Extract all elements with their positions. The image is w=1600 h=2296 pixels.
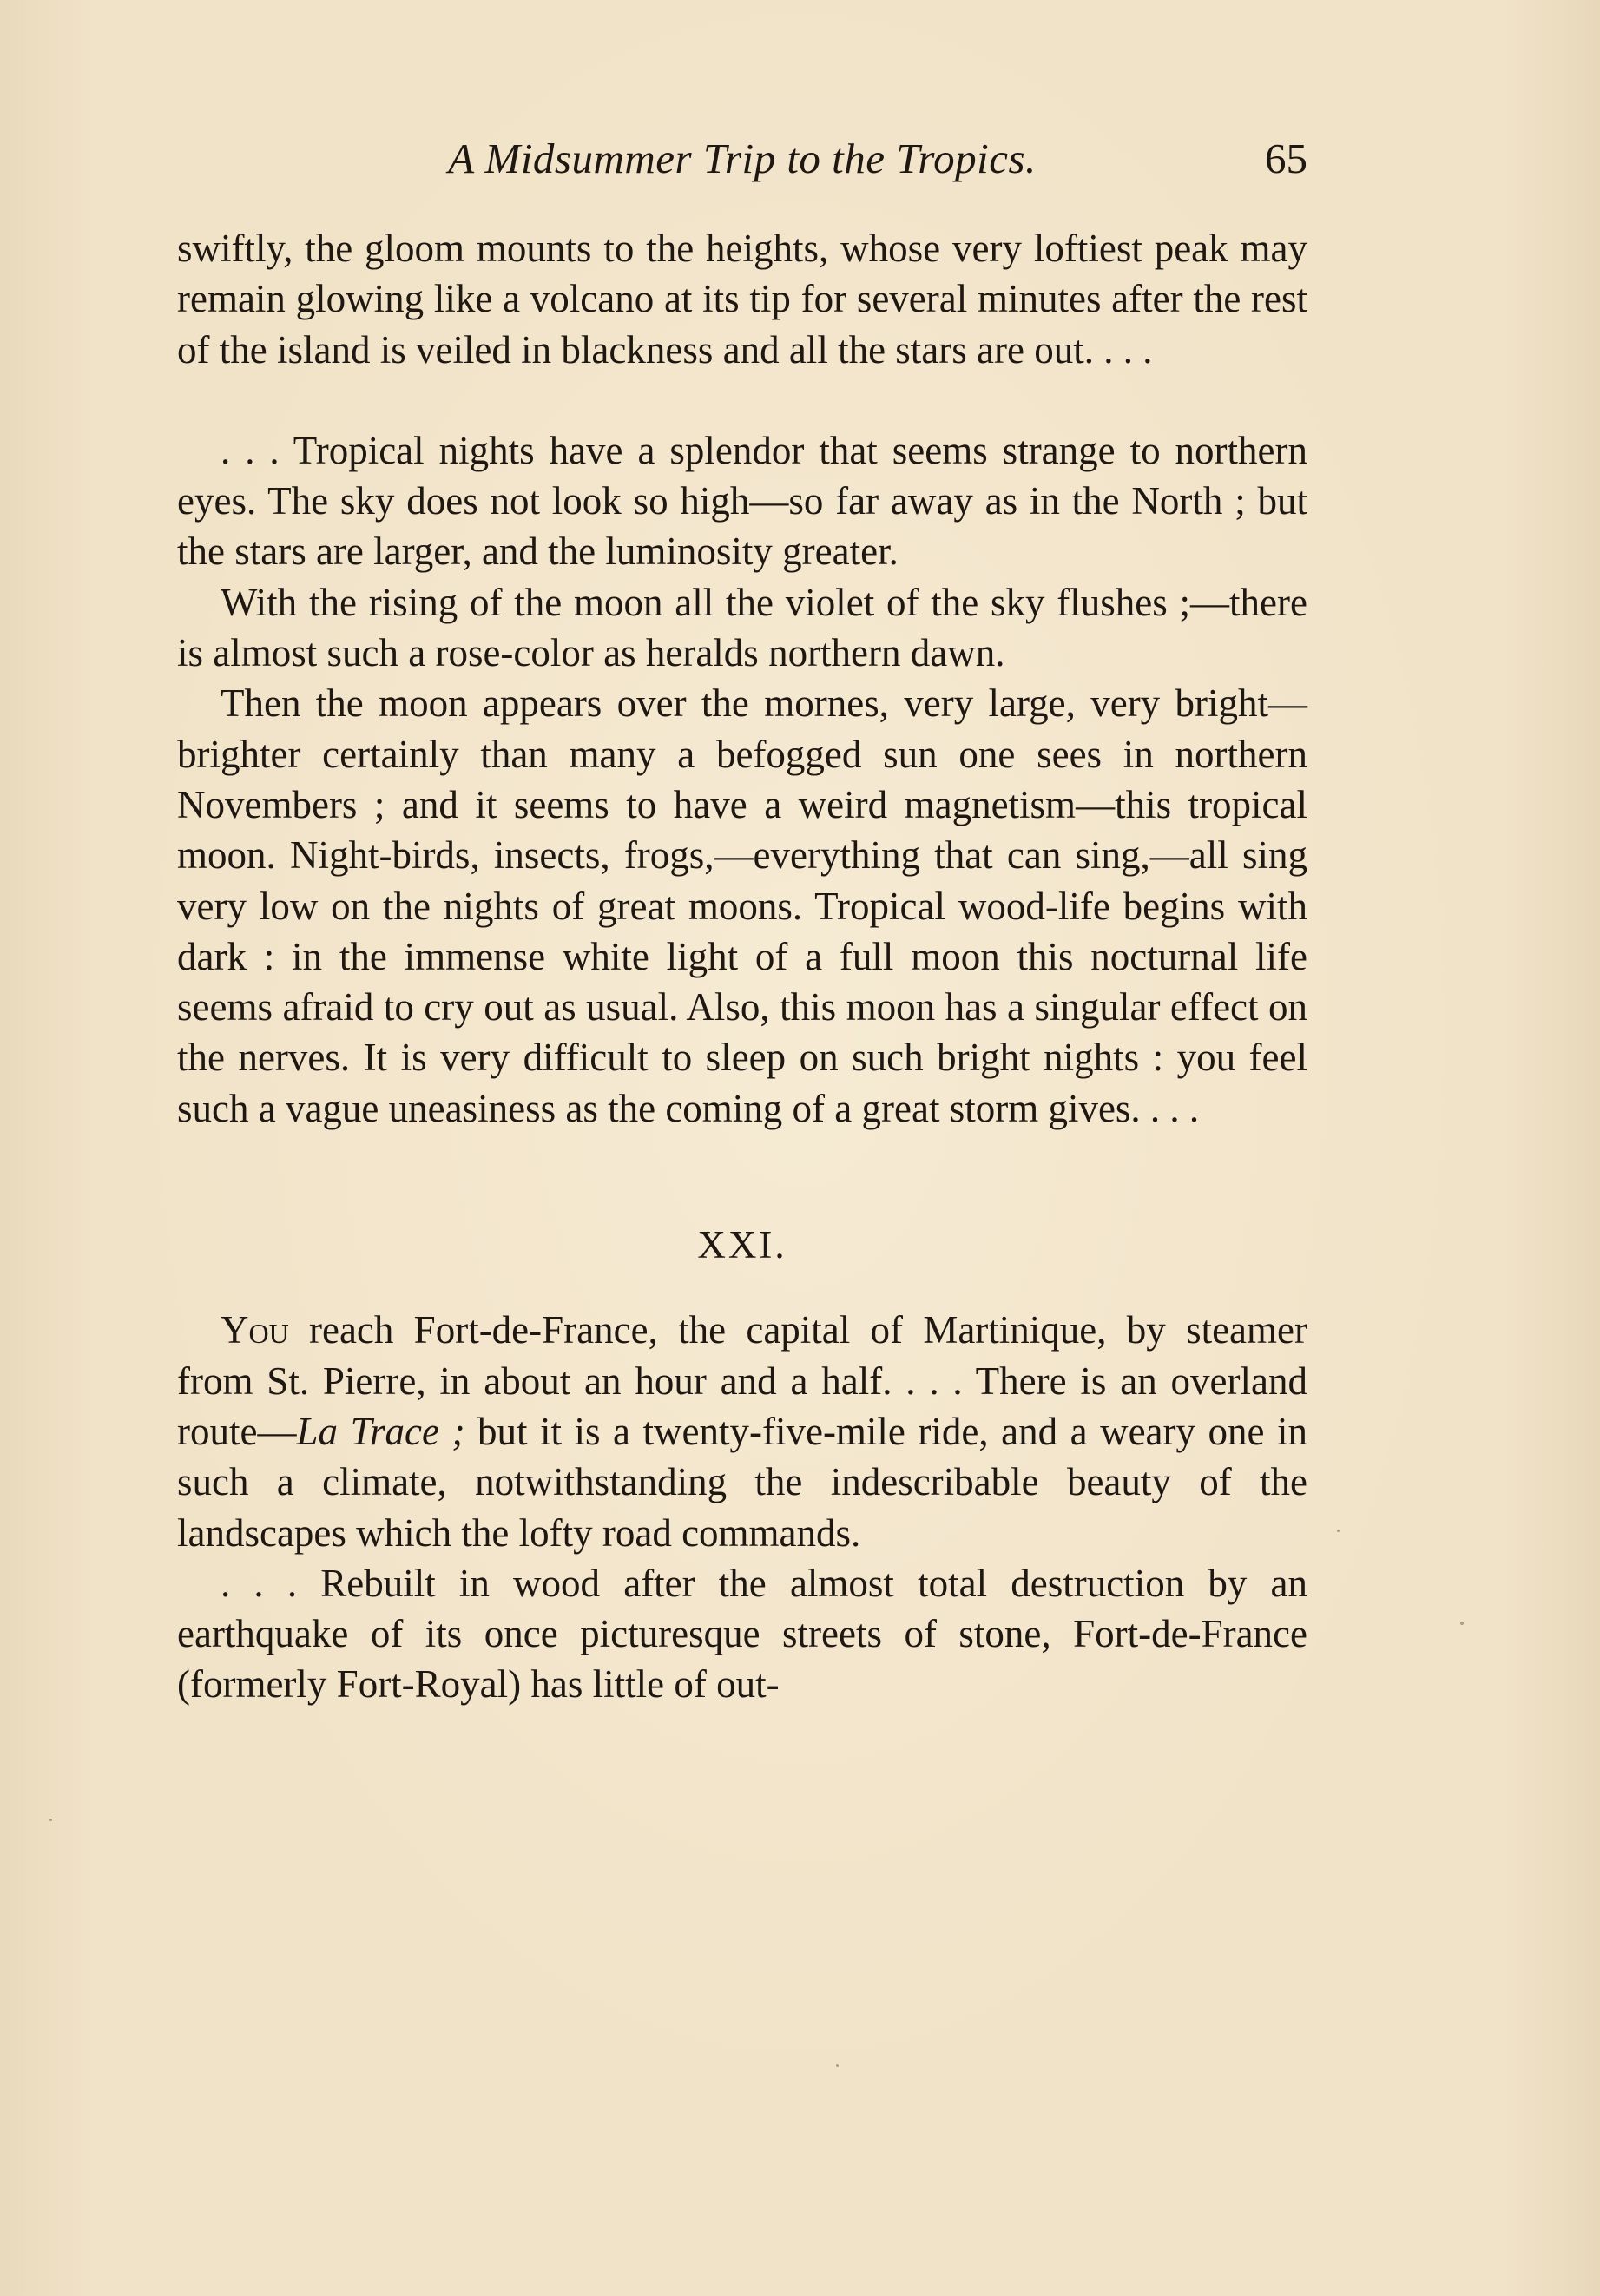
- page-header: [177, 128, 1307, 189]
- paragraph-text-end: but it is a twenty-five-mile ride, and a weary one in such a climate, notwithstanding the indescribable beauty of the landscapes which the lofty road commands.: [177, 1409, 1307, 1555]
- paragraph-moon-rising: With the rising of the moon all the violet of the sky flushes ;—there is almost such a rose-color as heralds northern dawn.: [177, 580, 1307, 675]
- paper-speck: [1337, 1530, 1340, 1532]
- body-text: [177, 223, 1307, 1710]
- paragraph-text-start: reach Fort-de-France, the capital of Martinique, by steamer from St. Pierre, in about an hour and a half. . . . There is an overland route—: [177, 1308, 1307, 1453]
- paragraph-rebuilt: . . . Rebuilt in wood after the almost total destruction by an earthquake of its once picturesque streets of stone, Fort-de-France (formerly Fort-Royal) has little of out-: [177, 1561, 1307, 1707]
- paragraph-continued: swiftly, the gloom mounts to the heights, whose very loftiest peak may remain glowing like a volcano at its tip for several minutes after the rest of the island is veiled in blackness and all the stars are out. . . .: [177, 227, 1307, 372]
- page-number: 65: [1265, 135, 1307, 182]
- paper-speck: [1460, 1622, 1464, 1625]
- running-title: A Midsummer Trip to the Tropics.: [448, 135, 1037, 182]
- paragraph-gap: [177, 375, 1307, 425]
- paper-speck: [49, 1819, 52, 1821]
- paper-speck: [836, 2064, 839, 2067]
- paragraph-moon-appears: Then the moon appears over the mornes, very large, very bright—brighter certainly than many a befogged sun one sees in northern Novembers ; and it seems to have a weird magnetism—this tropical moon. Night-birds, insects, frogs,—everything that can sing,—all sing very low on the nights of great moons. Tropical wood-life begins with dark : in the immense white light of a full moon this nocturnal life seems afraid to cry out as usual. Also, this moon has a singular effect on the nerves. It is very difficult to sleep on such bright nights : you feel such a vague uneasiness as the coming of a great storm gives. . . .: [177, 681, 1307, 1130]
- section-gap: [177, 1134, 1307, 1220]
- small-caps-lead: You: [221, 1308, 289, 1352]
- section-gap-after: [177, 1270, 1307, 1305]
- section-heading: XXI.: [697, 1223, 787, 1267]
- italic-place-name: La Trace ;: [296, 1409, 465, 1453]
- paragraph-tropical-nights: . . . Tropical nights have a splendor that seems strange to northern eyes. The sky does not look so high—so far away as in the North ; but the stars are larger, and the luminosity greater.: [177, 428, 1307, 574]
- paragraph-fort-de-france: [177, 1305, 1307, 1557]
